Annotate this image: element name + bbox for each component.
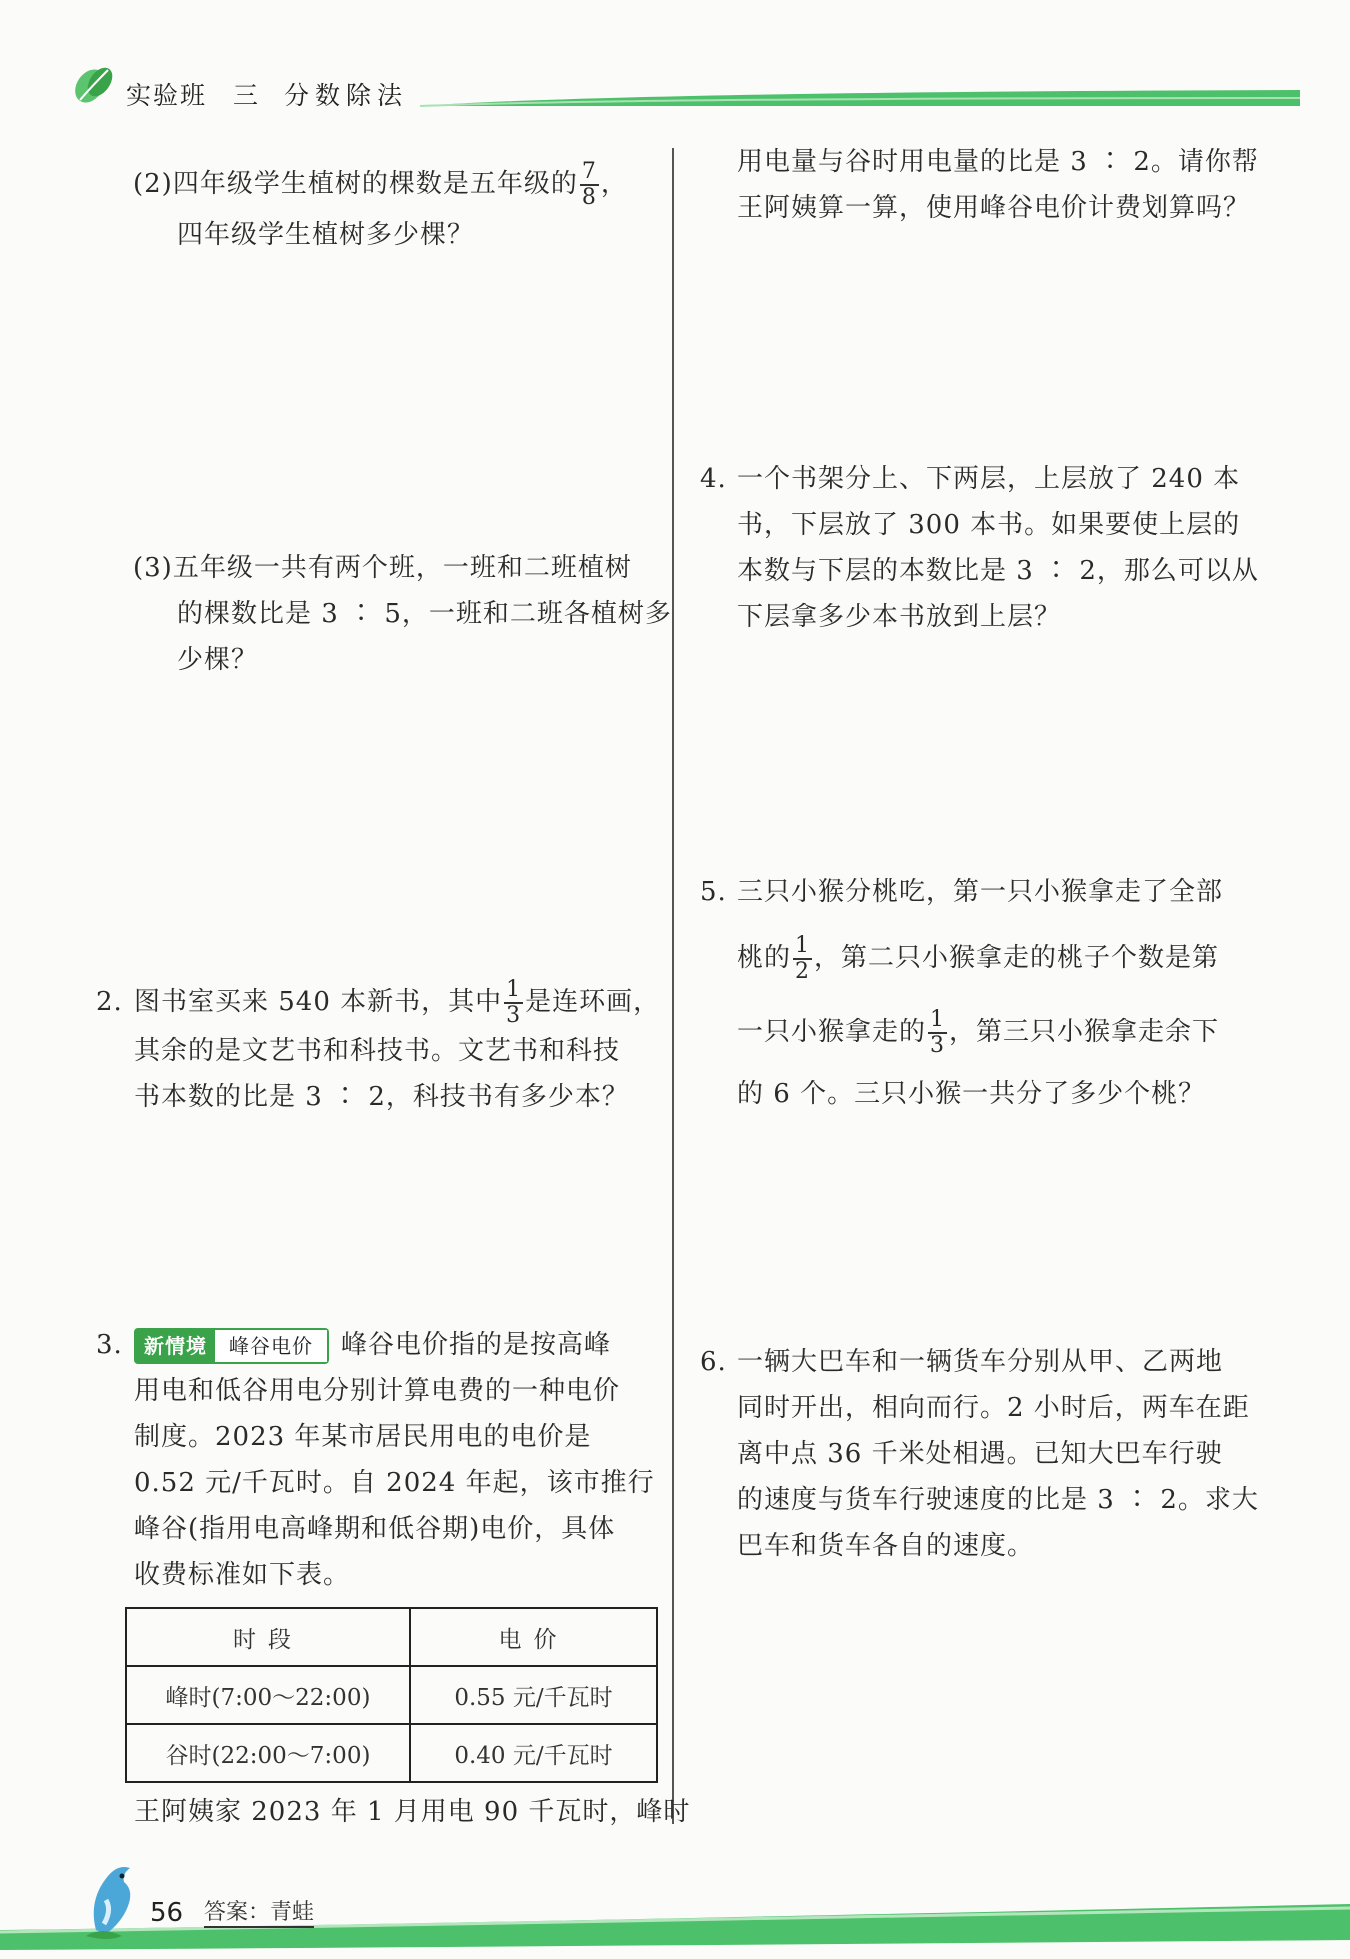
question-text: 用电量与谷时用电量的比是 3 ∶ 2。请你帮	[737, 147, 1259, 177]
fraction-denominator: 2	[795, 959, 811, 984]
question-text: 少棵？	[177, 645, 259, 675]
question-number: 5.	[700, 877, 727, 907]
question-text: ，第三只小猴拿走余下	[949, 1017, 1220, 1047]
fraction-denominator: 3	[506, 1003, 522, 1028]
question-text: 峰谷电价指的是按高峰	[341, 1330, 612, 1360]
question-text: 桃的	[737, 943, 792, 973]
fraction-denominator: 8	[581, 185, 597, 210]
fraction	[793, 934, 812, 984]
tag-secondary-label: 峰谷电价	[215, 1330, 327, 1362]
table-cell: 谷时(22:00～7:00)	[126, 1724, 410, 1782]
tag-primary-label: 新情境	[136, 1330, 215, 1362]
question-text: 书，下层放了 300 本书。如果要使上层的	[737, 510, 1241, 540]
question-text: 用电和低谷用电分别计算电费的一种电价	[134, 1376, 621, 1406]
question-text: 图书室买来 540 本新书，其中	[134, 987, 503, 1017]
footer-decorative-band	[0, 1870, 1350, 1959]
question-text: 峰谷(指用电高峰期和低谷期)电价，具体	[134, 1514, 616, 1544]
book-title: 实验班	[126, 81, 208, 110]
leaf-logo-icon	[72, 62, 116, 106]
new-context-tag	[134, 1328, 329, 1364]
fraction	[580, 160, 599, 210]
table-cell: 峰时(7:00～22:00)	[126, 1666, 410, 1724]
question-number: 3.	[96, 1330, 123, 1360]
question-text: 下层拿多少本书放到上层？	[737, 602, 1062, 632]
question-text: 的速度与货车行驶速度的比是 3 ∶ 2。求大	[737, 1485, 1259, 1515]
question-text: 巴车和货车各自的速度。	[737, 1531, 1035, 1561]
question-text: 的棵数比是 3 ∶ 5，一班和二班各植树多	[177, 599, 672, 629]
question-text: 的 6 个。三只小猴一共分了多少个桃？	[737, 1079, 1206, 1109]
question-3	[96, 1322, 655, 1598]
question-4	[700, 456, 1259, 640]
table-header-row	[126, 1608, 657, 1666]
question-2	[96, 978, 660, 1120]
question-number: 6.	[700, 1347, 727, 1377]
question-text: 书本数的比是 3 ∶ 2，科技书有多少本？	[134, 1082, 629, 1112]
question-text: 是连环画，	[525, 987, 661, 1017]
table-header-cell: 电价	[410, 1608, 657, 1666]
table-row	[126, 1724, 657, 1782]
question-text: 离中点 36 千米处相遇。已知大巴车行驶	[737, 1439, 1223, 1469]
question-1-part-3	[133, 545, 672, 683]
fraction-numerator: 1	[506, 977, 522, 1002]
section-number: 三	[233, 81, 261, 110]
question-6	[700, 1339, 1259, 1569]
table-cell: 0.40 元/千瓦时	[410, 1724, 657, 1782]
fraction-numerator: 7	[581, 159, 597, 184]
header-decorative-band	[420, 88, 1300, 108]
page-number: 56	[150, 1898, 184, 1928]
question-text: 制度。2023 年某市居民用电的电价是	[134, 1422, 592, 1452]
fraction-numerator: 1	[795, 933, 811, 958]
fraction	[928, 1008, 947, 1058]
question-text: 一个书架分上、下两层，上层放了 240 本	[737, 464, 1241, 494]
running-header	[126, 76, 408, 112]
section-topic: 分数除法	[284, 81, 409, 110]
question-text: 本数与下层的本数比是 3 ∶ 2，那么可以从	[737, 556, 1259, 586]
question-text: 一辆大巴车和一辆货车分别从甲、乙两地	[737, 1347, 1224, 1377]
question-number: 4.	[700, 464, 727, 494]
table-cell: 0.55 元/千瓦时	[410, 1666, 657, 1724]
electricity-price-table	[125, 1607, 658, 1783]
question-text: 三只小猴分桃吃，第一只小猴拿走了全部	[737, 877, 1224, 907]
question-text: 王阿姨家 2023 年 1 月用电 90 千瓦时，峰时	[134, 1797, 691, 1827]
question-text: 同时开出，相向而行。2 小时后，两车在距	[737, 1393, 1250, 1423]
question-text: 一只小猴拿走的	[737, 1017, 927, 1047]
question-1-part-2	[133, 160, 628, 258]
question-number: 2.	[96, 987, 123, 1017]
fraction	[504, 978, 523, 1028]
question-text: ，第二只小猴拿走的桃子个数是第	[814, 943, 1220, 973]
fraction-denominator: 3	[930, 1033, 946, 1058]
sub-label: (2)	[133, 169, 173, 199]
question-5	[700, 862, 1223, 1124]
question-text: 其余的是文艺书和科技书。文艺书和科技	[134, 1036, 621, 1066]
table-header-cell: 时段	[126, 1608, 410, 1666]
dolphin-mascot-icon	[82, 1860, 146, 1942]
question-text: 王阿姨算一算，使用峰谷电价计费划算吗？	[737, 193, 1251, 223]
column-divider	[672, 148, 674, 1824]
fraction-numerator: 1	[930, 1007, 946, 1032]
answer-note: 答案：青蛙	[204, 1900, 314, 1928]
question-text: 五年级一共有两个班，一班和二班植树	[172, 553, 632, 583]
sub-label: (3)	[133, 553, 173, 583]
question-text: ，	[600, 169, 628, 199]
question-text: 四年级学生植树的棵数是五年级的	[172, 169, 578, 199]
question-3-continuation	[134, 1789, 690, 1835]
table-row	[126, 1666, 657, 1724]
question-3-right-continuation	[737, 139, 1259, 231]
question-text: 收费标准如下表。	[134, 1560, 351, 1590]
question-text: 0.52 元/千瓦时。自 2024 年起，该市推行	[134, 1468, 655, 1498]
question-text: 四年级学生植树多少棵？	[177, 220, 475, 250]
